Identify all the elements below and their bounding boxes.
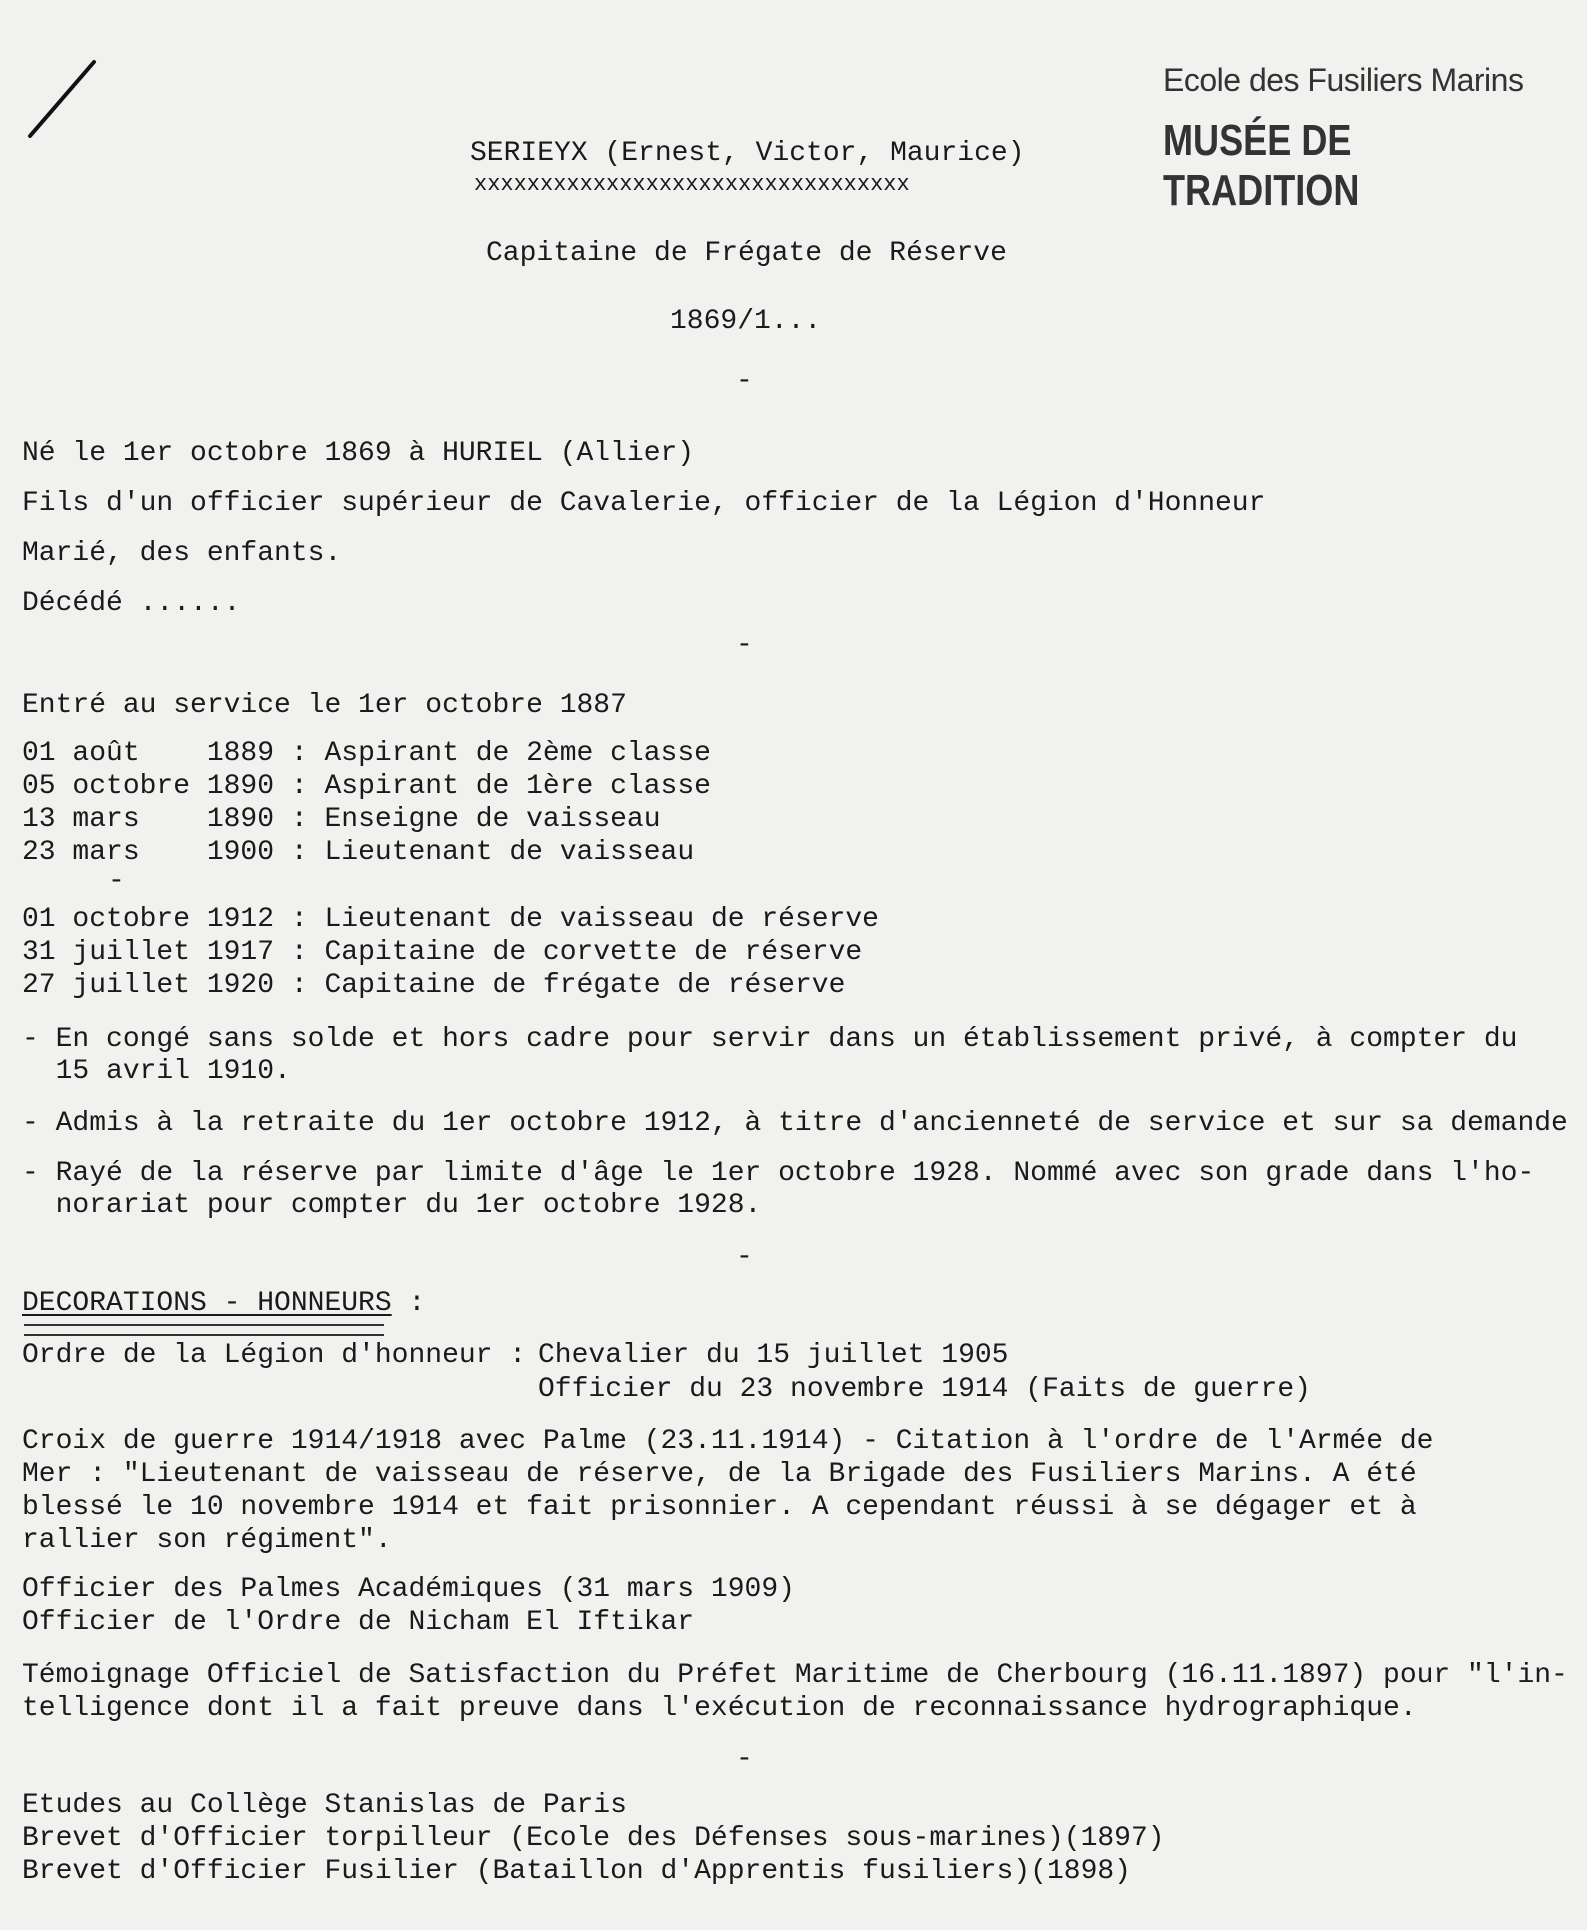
pen-mark	[24, 54, 104, 144]
married-line: Marié, des enfants.	[22, 538, 342, 569]
separator-1: -	[736, 366, 753, 397]
croix-line-4: rallier son régiment".	[22, 1525, 392, 1556]
service-note-1-cont: 15 avril 1910.	[22, 1056, 291, 1087]
croix-line-2: Mer : "Lieutenant de vaisseau de réserve, de la Brigade des Fusiliers Marins. A été	[22, 1459, 1417, 1490]
legion-chevalier: Chevalier du 15 juillet 1905	[538, 1340, 1009, 1371]
decorations-heading: DECORATIONS - HONNEURS :	[22, 1288, 426, 1319]
promotion-sub-separator: -	[108, 866, 125, 897]
service-note-3-cont: norariat pour compter du 1er octobre 1928.	[22, 1190, 762, 1221]
heading-double-underline	[24, 1324, 384, 1336]
temoignage-line-1: Témoignage Officiel de Satisfaction du Préfet Maritime de Cherbourg (16.11.1897) pour "l'in-	[22, 1660, 1568, 1691]
legion-officier: Officier du 23 novembre 1914 (Faits de guerre)	[538, 1374, 1311, 1405]
separator-3: -	[736, 1242, 753, 1273]
studies-line: Brevet d'Officier Fusilier (Bataillon d'Apprentis fusiliers)(1898)	[22, 1856, 1131, 1887]
birth-line: Né le 1er octobre 1869 à HURIEL (Allier)	[22, 438, 695, 469]
legion-label: Ordre de la Légion d'honneur :	[22, 1340, 527, 1371]
promotion-row: 27 juillet 1920 : Capitaine de frégate de réserve	[22, 970, 846, 1001]
nicham-line: Officier de l'Ordre de Nicham El Iftikar	[22, 1607, 695, 1638]
stamp-school-name: Ecole des Fusiliers Marins	[1163, 62, 1524, 98]
promotion-row: 01 août 1889 : Aspirant de 2ème classe	[22, 738, 711, 769]
death-line: Décédé ......	[22, 588, 241, 619]
promotion-row: 01 octobre 1912 : Lieutenant de vaisseau de réserve	[22, 904, 879, 935]
person-name: SERIEYX (Ernest, Victor, Maurice)	[470, 138, 1025, 169]
croix-line-1: Croix de guerre 1914/1918 avec Palme (23.11.1914) - Citation à l'ordre de l'Armée de	[22, 1426, 1434, 1457]
croix-line-3: blessé le 10 novembre 1914 et fait prisonnier. A cependant réussi à se dégager et à	[22, 1492, 1417, 1523]
service-entry: Entré au service le 1er octobre 1887	[22, 690, 627, 721]
promotion-row: 23 mars 1900 : Lieutenant de vaisseau	[22, 837, 695, 868]
promotion-row: 31 juillet 1917 : Capitaine de corvette de réserve	[22, 937, 863, 968]
palmes-line: Officier des Palmes Académiques (31 mars 1909)	[22, 1574, 795, 1605]
service-note-1: - En congé sans solde et hors cadre pour servir dans un établissement privé, à compter du	[22, 1024, 1518, 1055]
life-years: 1869/1...	[670, 306, 822, 337]
promotion-row: 13 mars 1890 : Enseigne de vaisseau	[22, 804, 661, 835]
parent-line: Fils d'un officier supérieur de Cavalerie, officier de la Légion d'Honneur	[22, 488, 1266, 519]
service-note-3: - Rayé de la réserve par limite d'âge le 1er octobre 1928. Nommé avec son grade dans l'ho-	[22, 1158, 1535, 1189]
promotion-row: 05 octobre 1890 : Aspirant de 1ère classe	[22, 771, 711, 802]
rank-title: Capitaine de Frégate de Réserve	[486, 238, 1007, 269]
separator-4: -	[736, 1744, 753, 1775]
separator-2: -	[736, 630, 753, 661]
studies-line: Etudes au Collège Stanislas de Paris	[22, 1790, 627, 1821]
temoignage-line-2: telligence dont il a fait preuve dans l'exécution de reconnaissance hydrographique.	[22, 1693, 1417, 1724]
name-x-underline: xxxxxxxxxxxxxxxxxxxxxxxxxxxxxxxxx	[474, 172, 910, 197]
service-note-2: - Admis à la retraite du 1er octobre 1912, à titre d'ancienneté de service et sur sa demande	[22, 1108, 1568, 1139]
studies-line: Brevet d'Officier torpilleur (Ecole des Défenses sous-marines)(1897)	[22, 1823, 1165, 1854]
stamp-museum-name: MUSÉE DE TRADITION	[1163, 116, 1360, 215]
